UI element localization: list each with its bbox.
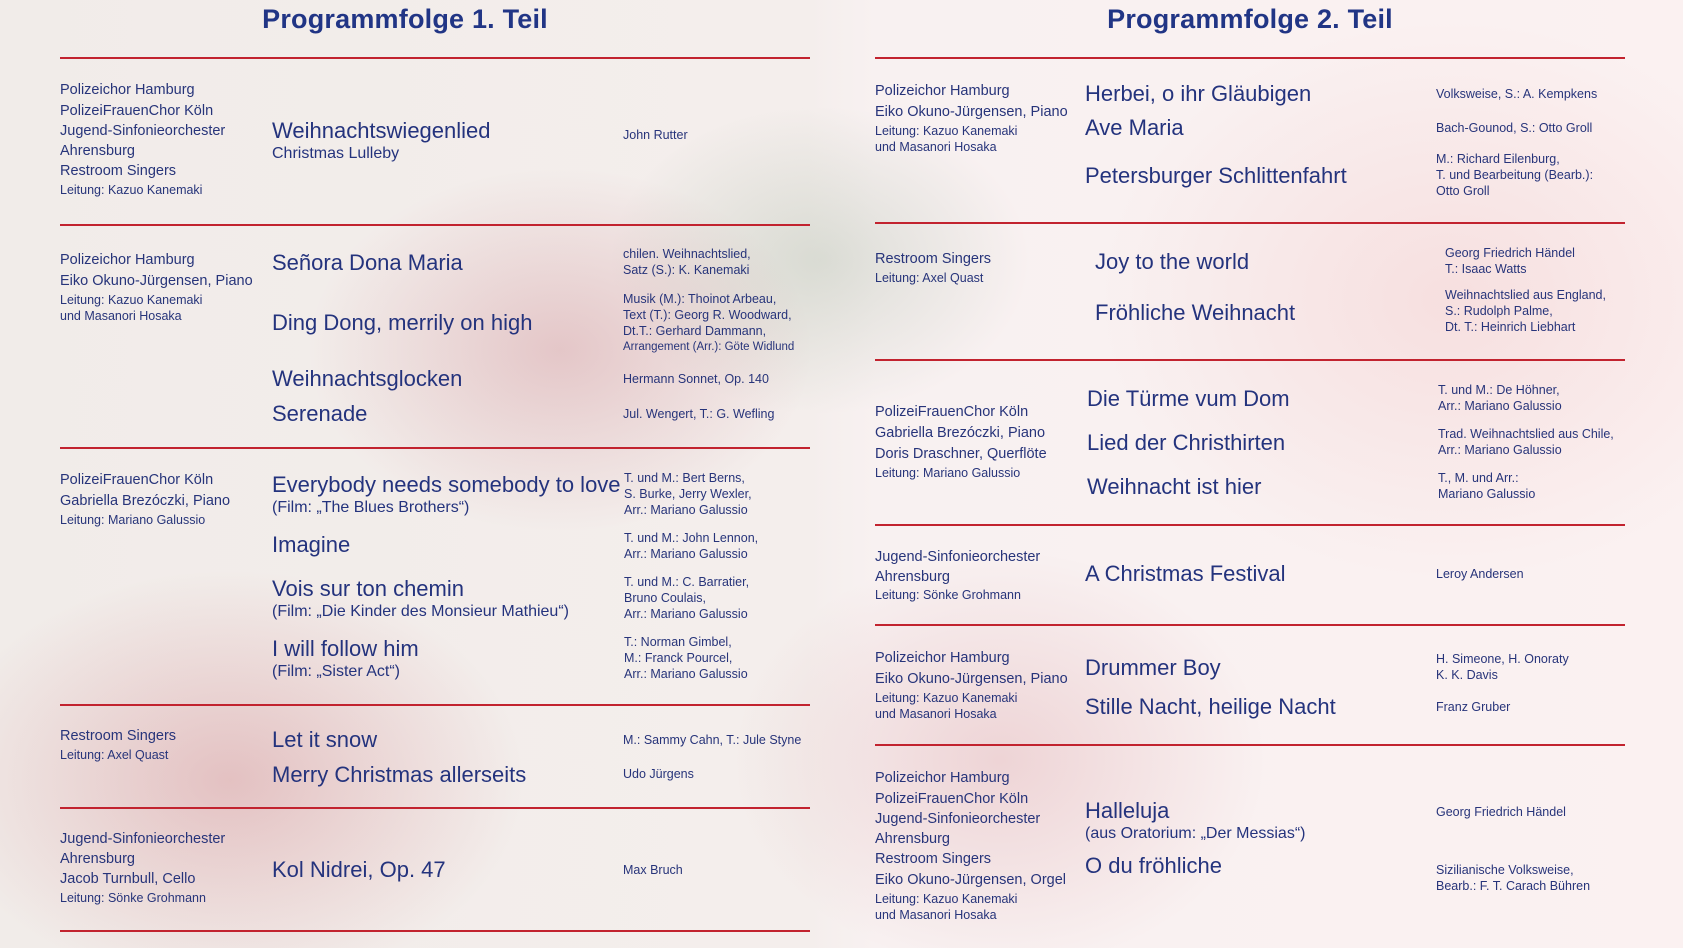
composer: [1436, 651, 1569, 683]
performers: [875, 548, 1085, 603]
composer-line: Udo Jürgens: [623, 767, 694, 781]
performer: Polizeichor Hamburg: [60, 82, 195, 98]
composer-line: M.: Richard Eilenburg,: [1436, 152, 1560, 166]
performers: [875, 648, 1085, 722]
conductor: und Masanori Hosaka: [60, 309, 182, 323]
performer: Ahrensburg: [875, 831, 950, 847]
composer: [1436, 120, 1592, 136]
performer: PolizeiFrauenChor Köln: [60, 103, 214, 119]
piece-title: I will follow him: [272, 636, 419, 661]
part-2-title: Programmfolge 2. Teil: [1107, 4, 1393, 34]
conductor: und Masanori Hosaka: [875, 707, 997, 721]
composer-line: T. und Bearbeitung (Bearb.):: [1436, 168, 1594, 182]
composer-line: Dt. T.: Heinrich Liebhart: [1445, 320, 1576, 334]
program-part-1: [60, 0, 810, 948]
composer: [1436, 86, 1597, 102]
composer-line: Arr.: Mariano Galussio: [1438, 443, 1562, 457]
piece-subtitle: (Film: „Sister Act“): [272, 663, 400, 680]
composer: [1436, 566, 1524, 582]
composer-line: Arr.: Mariano Galussio: [624, 607, 748, 621]
piece: [272, 310, 532, 336]
divider: [875, 524, 1625, 526]
composer-line: Dt.T.: Gerhard Dammann,: [623, 324, 767, 338]
piece: [272, 576, 569, 622]
performer: Restroom Singers: [875, 851, 992, 867]
piece: [272, 762, 526, 788]
piece-title: Weihnacht ist hier: [1087, 474, 1262, 499]
performers: [875, 768, 1085, 923]
performer: Polizeichor Hamburg: [875, 770, 1010, 786]
piece-title: Vois sur ton chemin: [272, 576, 464, 601]
piece-title: Kol Nidrei, Op. 47: [272, 857, 446, 882]
piece: [1087, 474, 1261, 500]
composer-line: Arr.: Mariano Galussio: [624, 667, 748, 681]
composer: [624, 574, 749, 622]
composer: [1436, 699, 1510, 715]
composer: [623, 371, 769, 387]
piece-title: Weihnachtswiegenlied: [272, 118, 491, 143]
performers: [60, 830, 270, 906]
piece-title: Halleluja: [1085, 798, 1170, 823]
conductor: Leitung: Kazuo Kanemaki: [875, 691, 1018, 705]
conductor: Leitung: Mariano Galussio: [875, 466, 1021, 480]
performer: Ahrensburg: [875, 569, 950, 585]
piece-title: Fröhliche Weihnacht: [1095, 300, 1296, 325]
divider: [875, 222, 1625, 224]
composer-line: Arrangement (Arr.): Göte Widlund: [623, 341, 795, 353]
divider: [60, 224, 810, 226]
composer-line: Text (T.): Georg R. Woodward,: [623, 308, 792, 322]
conductor: Leitung: Axel Quast: [60, 748, 169, 762]
composer-line: Georg Friedrich Händel: [1445, 246, 1575, 260]
piece-title: Drummer Boy: [1085, 655, 1221, 680]
performers: [60, 726, 270, 763]
composer: [623, 732, 801, 748]
performer: Polizeichor Hamburg: [875, 83, 1010, 99]
composer-line: Trad. Weihnachtslied aus Chile,: [1438, 427, 1614, 441]
composer: [624, 530, 758, 562]
composer: [1438, 470, 1535, 502]
performers: [875, 402, 1085, 481]
composer: [624, 470, 752, 518]
performer: Jugend-Sinfonieorchester: [60, 831, 226, 847]
performer: Eiko Okuno-Jürgensen, Piano: [875, 671, 1068, 687]
composer: [1436, 151, 1593, 199]
piece: [1095, 300, 1295, 326]
divider: [60, 704, 810, 706]
composer-line: S. Burke, Jerry Wexler,: [624, 487, 752, 501]
performer: Doris Draschner, Querflöte: [875, 446, 1047, 462]
piece: [1085, 853, 1222, 879]
composer: [623, 127, 688, 143]
composer-line: Bearb.: F. T. Carach Bühren: [1436, 879, 1591, 893]
divider: [875, 57, 1625, 59]
piece-title: Petersburger Schlittenfahrt: [1085, 163, 1347, 188]
piece: [272, 727, 377, 753]
performer: Restroom Singers: [60, 163, 177, 179]
piece-title: Joy to the world: [1095, 249, 1250, 274]
piece-title: Stille Nacht, heilige Nacht: [1085, 694, 1336, 719]
composer-line: T., M. und Arr.:: [1438, 471, 1519, 485]
composer-line: K. K. Davis: [1436, 668, 1498, 682]
performer: Jugend-Sinfonieorchester: [875, 549, 1041, 565]
composer-line: Arr.: Mariano Galussio: [1438, 399, 1562, 413]
piece: [272, 250, 463, 276]
composer-line: M.: Franck Pourcel,: [624, 651, 733, 665]
piece: [1087, 386, 1290, 412]
performers: [60, 80, 270, 198]
performer: Jugend-Sinfonieorchester: [875, 811, 1041, 827]
composer-line: Weihnachtslied aus England,: [1445, 288, 1606, 302]
performer: PolizeiFrauenChor Köln: [875, 791, 1029, 807]
conductor: und Masanori Hosaka: [875, 908, 997, 922]
composer: [1445, 287, 1606, 335]
piece-title: Serenade: [272, 401, 368, 426]
composer-line: Sizilianische Volksweise,: [1436, 863, 1574, 877]
composer-line: Arr.: Mariano Galussio: [624, 547, 748, 561]
performer: Eiko Okuno-Jürgensen, Orgel: [875, 872, 1067, 888]
piece-title: Weihnachtsglocken: [272, 366, 463, 391]
divider: [60, 930, 810, 932]
divider: [875, 359, 1625, 361]
composer-line: H. Simeone, H. Onoraty: [1436, 652, 1569, 666]
piece: [1085, 81, 1311, 107]
conductor: Leitung: Kazuo Kanemaki: [60, 293, 203, 307]
composer-line: Arr.: Mariano Galussio: [624, 503, 748, 517]
composer: [1438, 382, 1562, 414]
composer-line: T. und M.: De Höhner,: [1438, 383, 1560, 397]
divider: [875, 624, 1625, 626]
piece-title: Everybody needs somebody to love: [272, 472, 621, 497]
performer: Polizeichor Hamburg: [875, 650, 1010, 666]
performer: Ahrensburg: [60, 143, 135, 159]
performer: Jugend-Sinfonieorchester: [60, 123, 226, 139]
piece: [272, 118, 491, 164]
composer: [624, 634, 748, 682]
performer: Polizeichor Hamburg: [60, 252, 195, 268]
piece-subtitle: (aus Oratorium: „Der Messias“): [1085, 825, 1306, 842]
performers: [60, 470, 270, 528]
conductor: Leitung: Sönke Grohmann: [60, 891, 206, 905]
performer: Eiko Okuno-Jürgensen, Piano: [60, 273, 253, 289]
piece: [272, 636, 419, 682]
piece: [272, 532, 350, 558]
divider: [60, 807, 810, 809]
piece: [1085, 655, 1221, 681]
performer: PolizeiFrauenChor Köln: [60, 472, 214, 488]
piece-subtitle: (Film: „Die Kinder des Monsieur Mathieu“): [272, 603, 569, 620]
composer-line: T.: Isaac Watts: [1445, 262, 1527, 276]
composer-line: T. und M.: Bert Berns,: [624, 471, 745, 485]
piece-title: O du fröhliche: [1085, 853, 1222, 878]
divider: [60, 447, 810, 449]
conductor: und Masanori Hosaka: [875, 140, 997, 154]
performers: [875, 81, 1085, 155]
composer: [1436, 804, 1566, 820]
composer: [623, 406, 774, 422]
composer-line: John Rutter: [623, 128, 688, 142]
piece-subtitle: (Film: „The Blues Brothers“): [272, 499, 470, 516]
part-1-title: Programmfolge 1. Teil: [262, 4, 548, 34]
composer: [1438, 426, 1614, 458]
composer-line: Otto Groll: [1436, 184, 1490, 198]
composer-line: Mariano Galussio: [1438, 487, 1536, 501]
piece: [1095, 249, 1249, 275]
piece-title: Merry Christmas allerseits: [272, 762, 527, 787]
composer-line: T. und M.: C. Barratier,: [624, 575, 750, 589]
conductor: Leitung: Kazuo Kanemaki: [875, 892, 1018, 906]
piece-title: Imagine: [272, 532, 351, 557]
composer-line: Jul. Wengert, T.: G. Wefling: [623, 407, 775, 421]
piece: [272, 472, 621, 518]
conductor: Leitung: Axel Quast: [875, 271, 984, 285]
piece: [1085, 561, 1286, 587]
composer: [1445, 245, 1575, 277]
composer-line: T.: Norman Gimbel,: [624, 635, 732, 649]
composer: [623, 862, 683, 878]
piece: [272, 401, 367, 427]
conductor: Leitung: Kazuo Kanemaki: [875, 124, 1018, 138]
performer: Eiko Okuno-Jürgensen, Piano: [875, 104, 1068, 120]
divider: [60, 57, 810, 59]
composer: [1436, 862, 1590, 894]
piece-title: Lied der Christhirten: [1087, 430, 1286, 455]
composer-line: Hermann Sonnet, Op. 140: [623, 372, 769, 386]
program-part-2: [875, 0, 1625, 948]
composer-line: Leroy Andersen: [1436, 567, 1524, 581]
composer-line: Bruno Coulais,: [624, 591, 706, 605]
performer: Restroom Singers: [60, 728, 177, 744]
piece-title: Let it snow: [272, 727, 378, 752]
composer-line: Satz (S.): K. Kanemaki: [623, 263, 750, 277]
piece-title: A Christmas Festival: [1085, 561, 1286, 586]
composer-line: M.: Sammy Cahn, T.: Jule Styne: [623, 733, 802, 747]
composer-line: Franz Gruber: [1436, 700, 1511, 714]
performer: Gabriella Brezóczki, Piano: [875, 425, 1046, 441]
composer-line: chilen. Weihnachtslied,: [623, 247, 751, 261]
performer: Ahrensburg: [60, 851, 135, 867]
performer: PolizeiFrauenChor Köln: [875, 404, 1029, 420]
piece: [1085, 115, 1184, 141]
divider: [875, 744, 1625, 746]
performers: [60, 250, 270, 324]
conductor: Leitung: Mariano Galussio: [60, 513, 206, 527]
piece: [1085, 163, 1347, 189]
piece: [1087, 430, 1285, 456]
composer-line: Musik (M.): Thoinot Arbeau,: [623, 292, 777, 306]
piece-title: Ding Dong, merrily on high: [272, 310, 533, 335]
composer-line: T. und M.: John Lennon,: [624, 531, 759, 545]
composer-line: Max Bruch: [623, 863, 683, 877]
piece: [1085, 798, 1305, 844]
piece-title: Señora Dona Maria: [272, 250, 463, 275]
conductor: Leitung: Kazuo Kanemaki: [60, 183, 203, 197]
composer: [623, 246, 751, 278]
piece: [272, 857, 446, 883]
conductor: Leitung: Sönke Grohmann: [875, 588, 1021, 602]
composer-line: Volksweise, S.: A. Kempkens: [1436, 87, 1598, 101]
composer-line: S.: Rudolph Palme,: [1445, 304, 1553, 318]
composer-line: Bach-Gounod, S.: Otto Groll: [1436, 121, 1593, 135]
performer: Jacob Turnbull, Cello: [60, 871, 196, 887]
piece-subtitle: Christmas Lulleby: [272, 145, 400, 162]
piece-title: Ave Maria: [1085, 115, 1184, 140]
performer: Restroom Singers: [875, 251, 992, 267]
piece: [272, 366, 462, 392]
piece-title: Herbei, o ihr Gläubigen: [1085, 81, 1312, 106]
composer: [623, 766, 694, 782]
composer-line: Georg Friedrich Händel: [1436, 805, 1566, 819]
piece: [1085, 694, 1336, 720]
performers: [875, 249, 1085, 286]
piece-title: Die Türme vum Dom: [1087, 386, 1290, 411]
composer: [623, 291, 794, 355]
performer: Gabriella Brezóczki, Piano: [60, 493, 231, 509]
